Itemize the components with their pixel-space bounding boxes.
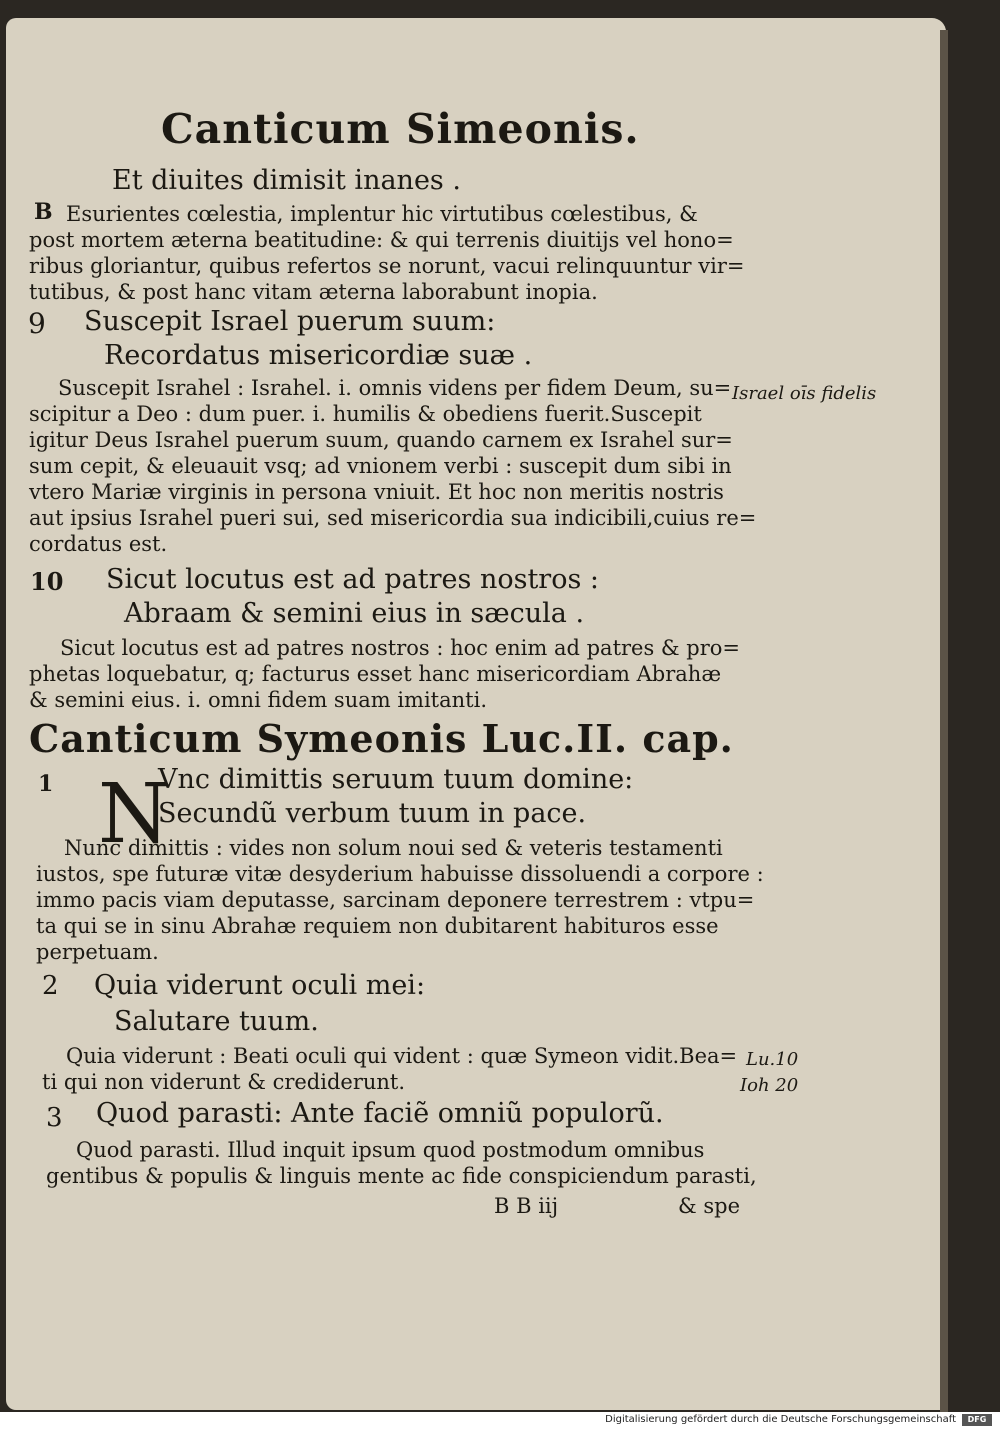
gloss-line: aut ipsius Israhel pueri sui, sed misericordia sua indicibili,cuius re= <box>29 506 757 530</box>
page-edge <box>940 30 948 1412</box>
gloss-line: & semini eius. i. omni fidem suam imitanti. <box>29 688 487 712</box>
gloss-line: Esurientes cœlestia, implentur hic virtutibus cœlestibus, & <box>66 202 698 226</box>
gloss-line: Sicut locutus est ad patres nostros : hoc enim ad patres & pro= <box>60 636 741 660</box>
gloss-line: post mortem æterna beatitudine: & qui terrenis diuitijs vel hono= <box>29 228 734 252</box>
verse-line: Salutare tuum. <box>114 1006 319 1037</box>
gloss-line: Quod parasti. Illud inquit ipsum quod postmodum omnibus <box>76 1138 705 1162</box>
gloss-line: Suscepit Israhel : Israhel. i. omnis videns per fidem Deum, su= <box>58 376 732 400</box>
gloss-line: perpetuam. <box>36 940 159 964</box>
dfg-logo: DFG <box>962 1414 992 1426</box>
gloss-line: Quia viderunt : Beati oculi qui vident : quæ Symeon vidit.Bea= <box>66 1044 738 1068</box>
verse-line: Quod parasti: Ante faciẽ omniũ populorũ. <box>96 1098 664 1129</box>
verse-line: Sicut locutus est ad patres nostros : <box>106 564 599 595</box>
footer-bar <box>0 1412 1000 1429</box>
footer-credit: Digitalisierung gefördert durch die Deutsche Forschungsgemeinschaft <box>605 1414 956 1425</box>
verse-number: 2 <box>42 971 59 1001</box>
gloss-line: phetas loquebatur, q; facturus esset hanc misericordiam Abrahæ <box>29 662 722 686</box>
signature-mark: B B iij <box>494 1194 559 1218</box>
verse-line: Et diuites dimisit inanes . <box>112 165 461 196</box>
verse-line: Vnc dimittis seruum tuum domine: <box>158 764 634 795</box>
book-page <box>6 18 946 1410</box>
gloss-line: immo pacis viam deputasse, sarcinam deponere terrestrem : vtpu= <box>36 888 755 912</box>
catchword: & spe <box>678 1194 741 1218</box>
gloss-line: tutibus, & post hanc vitam æterna laborabunt inopia. <box>29 280 598 304</box>
gloss-line: iustos, spe futuræ vitæ desyderium habuisse dissoluendi a corpore : <box>36 862 764 886</box>
verse-number: 9 <box>28 307 46 340</box>
verse-number: 10 <box>30 567 64 596</box>
verse-line: Secundũ verbum tuum in pace. <box>158 798 587 829</box>
verse-line: Recordatus misericordiæ suæ . <box>104 340 533 371</box>
running-header: Canticum Simeonis. <box>161 105 640 153</box>
margin-note: Israel oīs fidelis <box>732 383 877 404</box>
gloss-line: ta qui se in sinu Abrahæ requiem non dubitarent habituros esse <box>36 914 719 938</box>
gloss-line: sum cepit, & eleuauit vsq; ad vnionem verbi : suscepit dum sibi in <box>29 454 732 478</box>
verse-line: Abraam & semini eius in sæcula . <box>124 598 585 629</box>
margin-note: Ioh 20 <box>740 1075 799 1096</box>
gloss-line: igitur Deus Israhel puerum suum, quando carnem ex Israhel sur= <box>29 428 733 452</box>
gloss-line: ribus gloriantur, quibus refertos se norunt, vacui relinquuntur vir= <box>29 254 745 278</box>
verse-number: 1 <box>38 771 54 797</box>
gloss-line: vtero Mariæ virginis in persona vniuit. Et hoc non meritis nostris <box>29 480 724 504</box>
gloss-line: cordatus est. <box>29 532 168 556</box>
chapter-heading: Canticum Symeonis Luc.II. cap. <box>29 716 734 761</box>
initial-letter: N <box>98 767 170 862</box>
gloss-line: ti qui non viderunt & crediderunt. <box>42 1070 406 1094</box>
gloss-line: gentibus & populis & linguis mente ac fide conspiciendum parasti, <box>46 1164 757 1188</box>
verse-line: Quia viderunt oculi mei: <box>94 970 426 1001</box>
gloss-line: Nunc dimittis : vides non solum noui sed & veteris testamenti <box>64 836 723 860</box>
gloss-line: scipitur a Deo : dum puer. i. humilis & obediens fuerit.Suscepit <box>29 402 702 426</box>
verse-line: Suscepit Israel puerum suum: <box>84 306 496 337</box>
verse-number: 3 <box>46 1103 63 1133</box>
margin-note: Lu.10 <box>746 1049 799 1070</box>
verse-marker: B <box>34 199 53 225</box>
